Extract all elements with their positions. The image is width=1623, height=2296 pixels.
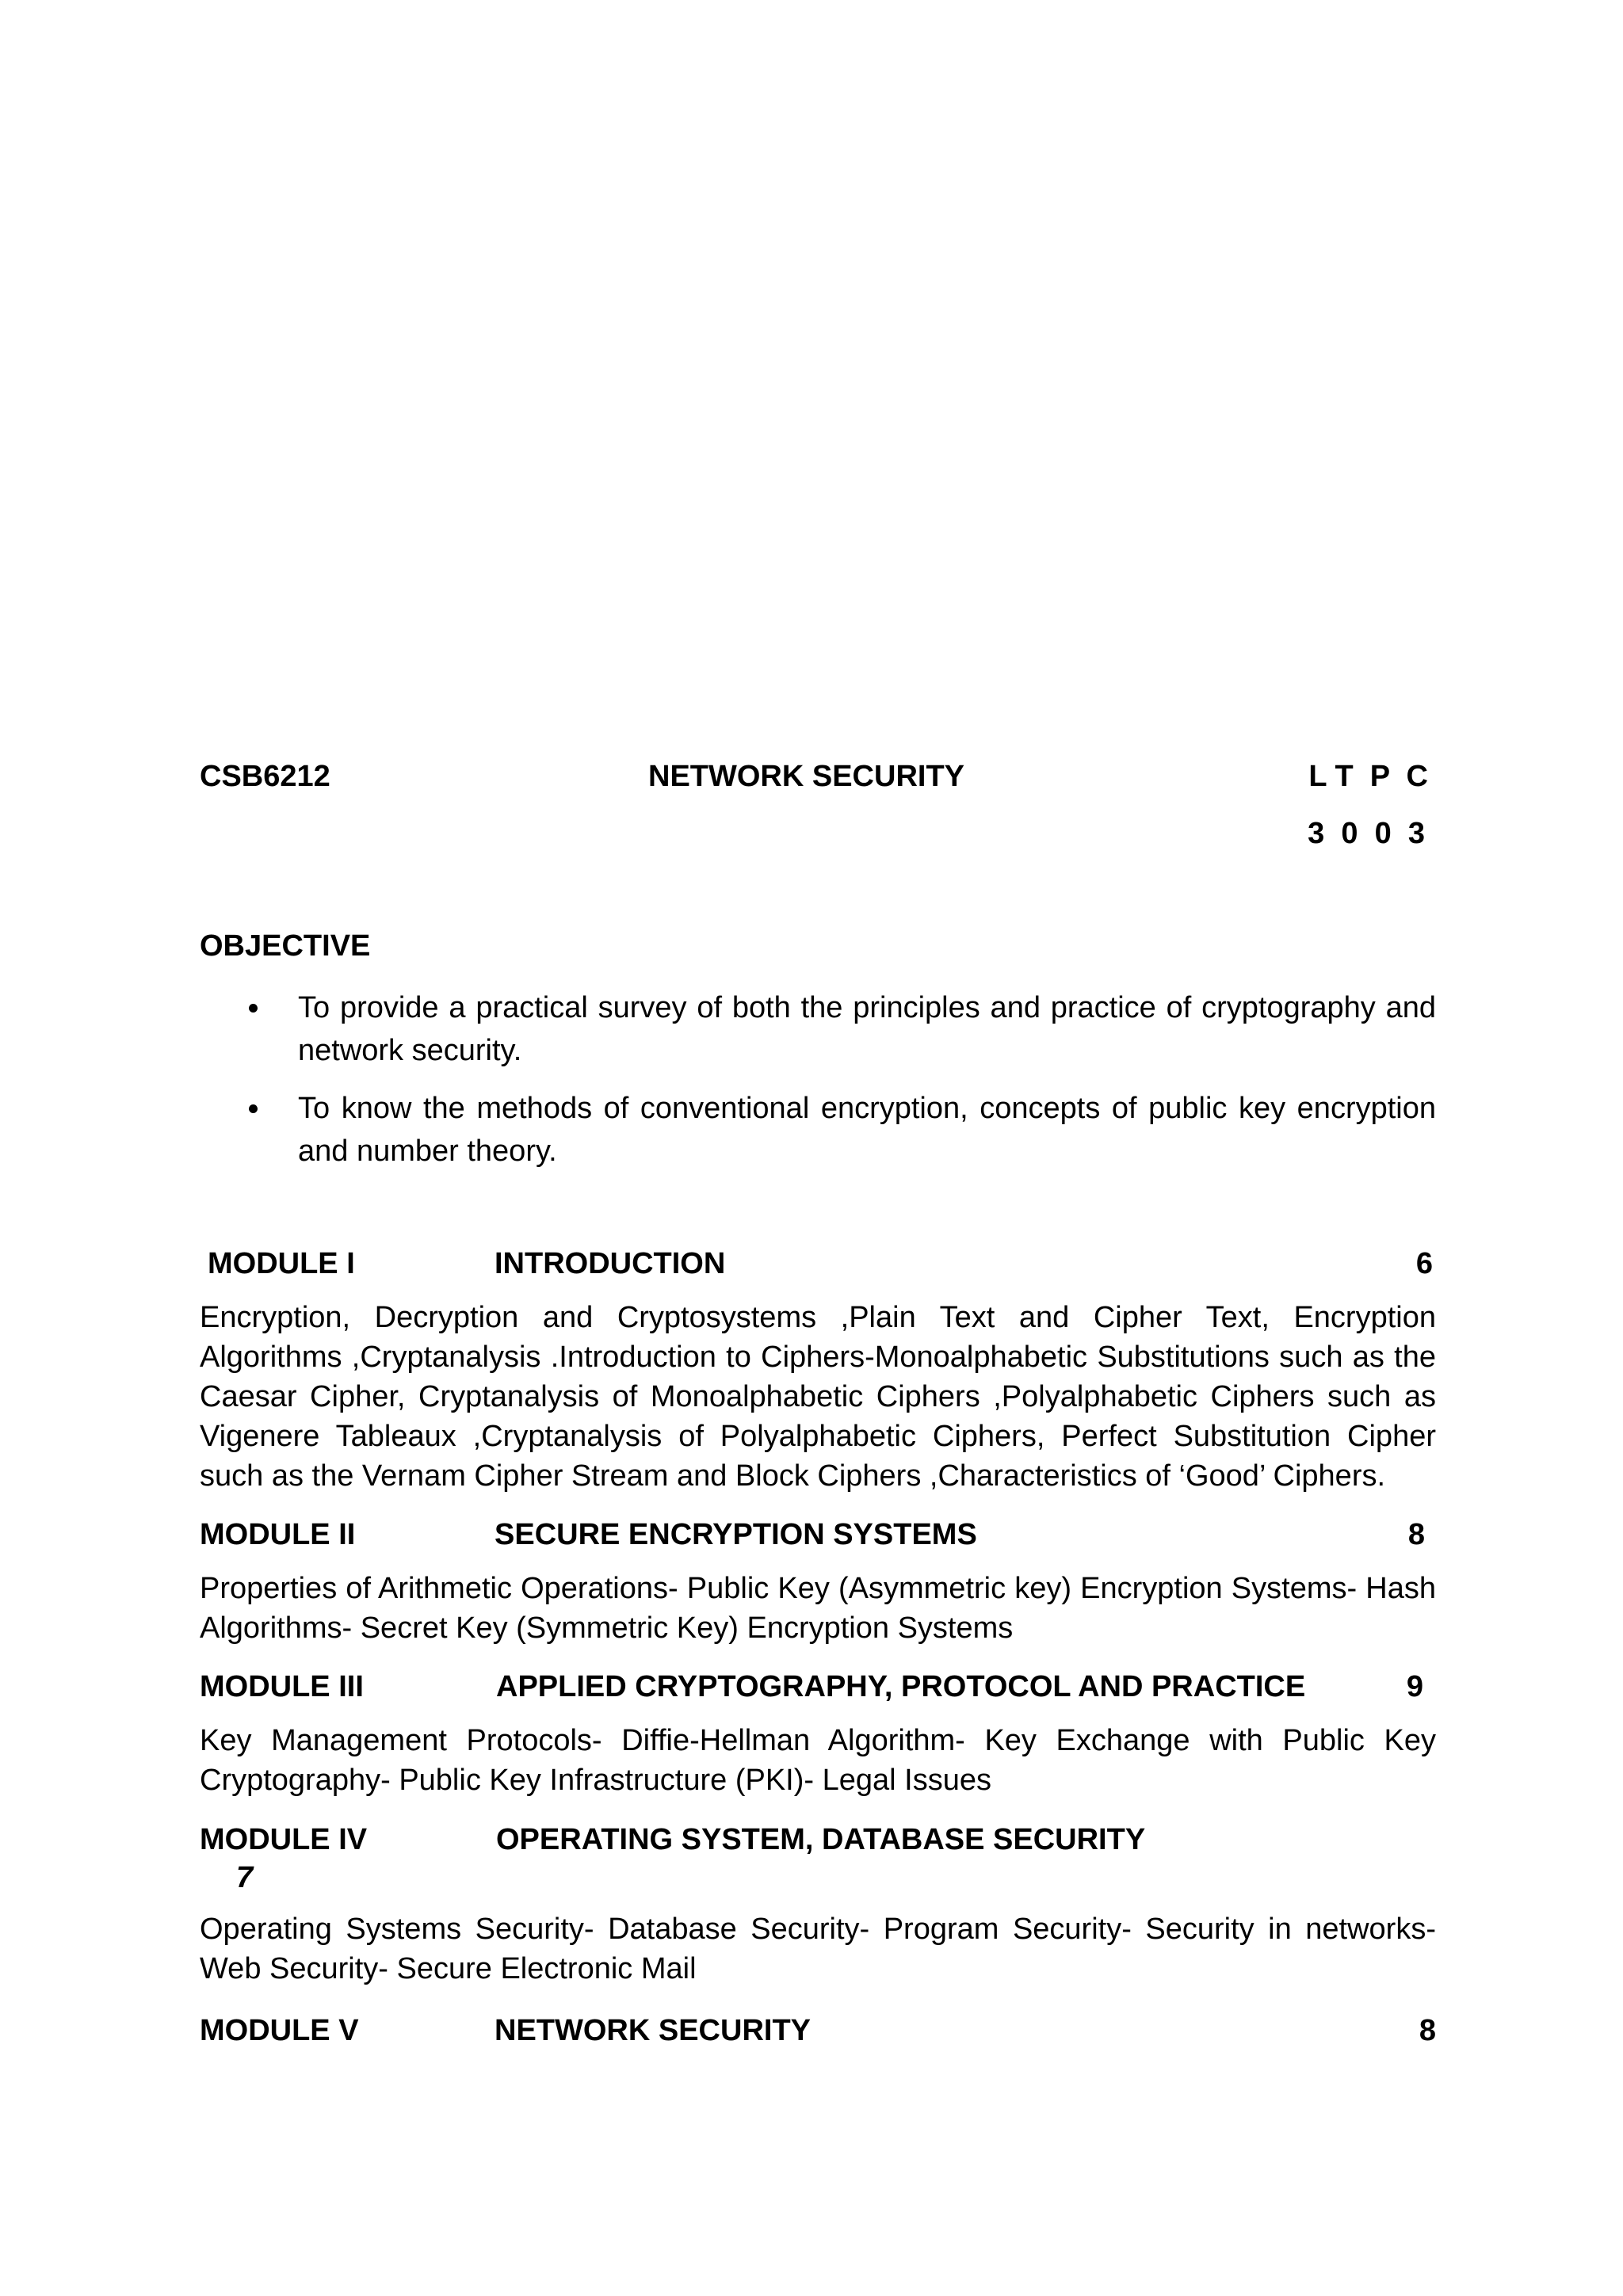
module-title: INTRODUCTION — [495, 1247, 726, 1280]
document-page — [200, 0, 1436, 2296]
module-label: MODULE III — [200, 1670, 364, 1703]
module-hours: 6 — [1415, 1247, 1433, 1280]
ltpc-values: 3 0 0 3 — [1308, 817, 1425, 850]
module-content: Key Management Protocols- Diffie-Hellman Algorithm- Key Exchange with Public Key Cryptography- Public Key Infrastructure (PKI)- Legal Issues — [200, 1724, 1436, 1797]
objective-heading: OBJECTIVE — [200, 929, 371, 963]
module-title: APPLIED CRYPTOGRAPHY, PROTOCOL AND PRACTICE — [496, 1670, 1306, 1703]
module-hours: 9 — [1406, 1670, 1423, 1703]
module-title: SECURE ENCRYPTION SYSTEMS — [495, 1518, 977, 1551]
course-code: CSB6212 — [200, 760, 330, 793]
ltpc-letters: L T P C — [1308, 760, 1428, 793]
objective-bullet-text: To know the methods of conventional encryption, concepts of public key encryption and number theory. — [298, 1092, 1436, 1168]
module-content: Properties of Arithmetic Operations- Public Key (Asymmetric key) Encryption Systems- Hash Algorithms- Secret Key (Symmetric Key) Encryption Systems — [200, 1572, 1436, 1645]
module-hours: 7 — [236, 1861, 254, 1894]
objective-bullet — [200, 1087, 1436, 1173]
objective-list — [200, 986, 1436, 1188]
module-title: OPERATING SYSTEM, DATABASE SECURITY — [496, 1823, 1146, 1856]
module-hours: 8 — [1407, 1518, 1425, 1551]
module-label: MODULE II — [200, 1518, 356, 1551]
module-label: MODULE I — [208, 1247, 355, 1280]
objective-bullet — [200, 986, 1436, 1072]
module-title: NETWORK SECURITY — [495, 2014, 811, 2047]
course-title: NETWORK SECURITY — [648, 760, 964, 793]
bullet-icon — [249, 1004, 258, 1013]
module-label: MODULE V — [200, 2014, 359, 2047]
bullet-icon — [249, 1104, 258, 1113]
module-content: Operating Systems Security- Database Security- Program Security- Security in networks- Web Security- Secure Electronic Mail — [200, 1913, 1436, 1985]
module-hours: 8 — [1419, 2014, 1436, 2047]
module-label: MODULE IV — [200, 1823, 368, 1856]
objective-bullet-text: To provide a practical survey of both the principles and practice of cryptography and network security. — [298, 991, 1436, 1067]
module-content: Encryption, Decryption and Cryptosystems ,Plain Text and Cipher Text, Encryption Algorithms ,Cryptanalysis .Introduction to Ciphers-Monoalphabetic Substitutions such as the Caesar Cipher, Cryptanalysis of Monoalphabetic Ciphers ,Polyalphabetic Ciphers such as Vigenere Tableaux ,Cryptanalysis of Polyalphabetic Ciphers, Perfect Substitution Cipher such as the Vernam Cipher Stream and Block Ciphers ,Characteristics of ‘Good’ Ciphers. — [200, 1301, 1436, 1493]
